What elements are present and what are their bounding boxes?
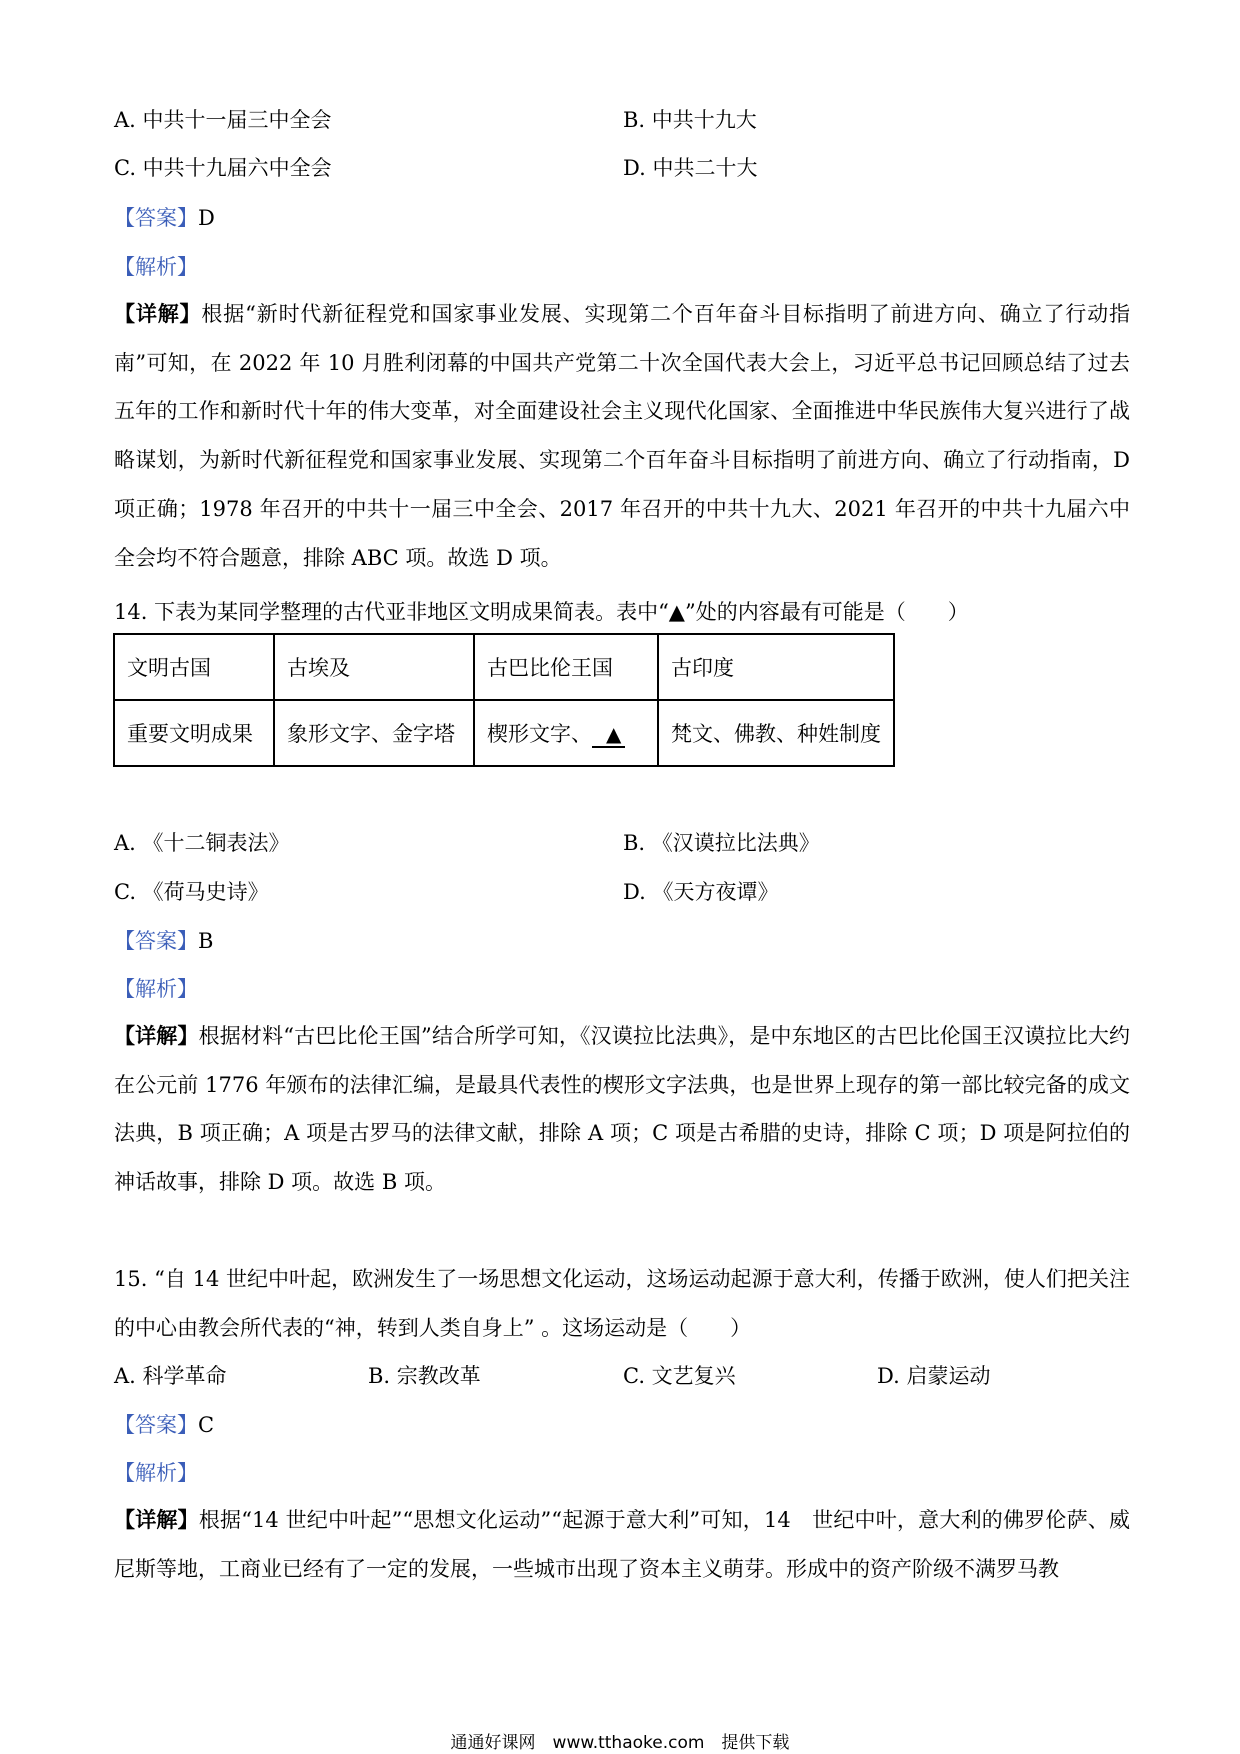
q13-detail (114, 290, 1130, 582)
q13-option-a: A. 中共十一届三中全会 (114, 108, 332, 132)
table-cell: 古巴比伦王国 (474, 634, 658, 700)
answer-tag: 【答案】 (114, 206, 198, 230)
detail-text: 根据材料“古巴比伦王国”结合所学可知，《汉谟拉比法典》，是中东地区的古巴比伦国王汉谟拉比大约在公元前 1776 年颁布的法律汇编，是最具代表性的楔形文字法典，也是世界上现存的第一部比较完备的成文法典，B 项正确；A 项是古罗马的法律文献，排除 A 项；C 项是古希腊的史诗，排除 C 项；D 项是阿拉伯的神话故事，排除 D 项。故选 B 项。 (114, 1024, 1131, 1195)
analysis-tag: 【解析】 (114, 977, 198, 1001)
table-cell: 梵文、佛教、种姓制度 (658, 700, 894, 766)
q13-answer (114, 203, 215, 233)
q15-option-d: D. 启蒙运动 (877, 1364, 991, 1388)
q15-question: 15. “自 14 世纪中叶起，欧洲发生了一场思想文化运动，这场运动起源于意大利，传播于欧洲，使人们把关注的中心由教会所代表的“神，转到人类自身上” 。这场运动是（ ） (114, 1267, 1130, 1340)
answer-value: C (198, 1413, 215, 1437)
table-cell: 象形文字、金字塔 (274, 700, 474, 766)
answer-tag: 【答案】 (114, 929, 198, 953)
table-cell-text: 楔形文字、 (487, 722, 592, 746)
answer-value: D (198, 206, 215, 230)
table-row (114, 700, 894, 766)
q13-option-b: B. 中共十九大 (623, 108, 757, 132)
q13-analysis (114, 252, 198, 282)
analysis-tag: 【解析】 (114, 255, 198, 279)
q14-detail (114, 1012, 1130, 1207)
q15-detail (114, 1496, 1130, 1593)
detail-text: 根据“14 世纪中叶起”“思想文化运动”“起源于意大利”可知，14 世纪中叶，意大利的佛罗伦萨、威尼斯等地，工商业已经有了一定的发展，一些城市出现了资本主义萌芽。形成中的资产阶级不满罗马教 (114, 1508, 1131, 1581)
blank-triangle: ▲ (592, 722, 625, 748)
detail-tag: 【详解】 (114, 1507, 199, 1532)
page-footer: 通通好课网 www.tthaoke.com 提供下载 (450, 1733, 790, 1753)
table-cell (474, 700, 658, 766)
q13-option-d: D. 中共二十大 (623, 156, 758, 180)
table-cell: 古埃及 (274, 634, 474, 700)
detail-tag: 【详解】 (114, 1023, 199, 1048)
answer-tag: 【答案】 (114, 1413, 198, 1437)
civilization-table (113, 633, 895, 767)
table-cell: 文明古国 (114, 634, 274, 700)
table-cell: 古印度 (658, 634, 894, 700)
q15-option-c: C. 文艺复兴 (623, 1364, 736, 1388)
q13-option-c: C. 中共十九届六中全会 (114, 156, 332, 180)
q15-option-b: B. 宗教改革 (368, 1364, 481, 1388)
analysis-tag: 【解析】 (114, 1461, 198, 1485)
q14-option-d: D. 《天方夜谭》 (623, 880, 779, 904)
q15-analysis (114, 1458, 198, 1488)
table-cell: 重要文明成果 (114, 700, 274, 766)
detail-tag: 【详解】 (114, 301, 202, 326)
detail-text: 根据“新时代新征程党和国家事业发展、实现第二个百年奋斗目标指明了前进方向、确立了行动指南”可知，在 2022 年 10 月胜利闭幕的中国共产党第二十次全国代表大会上，习近平总书记回顾总结了过去五年的工作和新时代十年的伟大变革，对全面建设社会主义现代化国家、全面推进中华民族伟大复兴进行了战略谋划，为新时代新征程党和国家事业发展、实现第二个百年奋斗目标指明了前进方向、确立了行动指南，D 项正确；1978 年召开的中共十一届三中全会、2017 年召开的中共十九大、2021 年召开的中共十九届六中全会均不符合题意，排除 ABC 项。故选 D 项。 (114, 302, 1131, 570)
q15-answer (114, 1410, 214, 1440)
q14-answer (114, 926, 213, 956)
table-row (114, 634, 894, 700)
q14-option-a: A. 《十二铜表法》 (114, 831, 290, 855)
q14-analysis (114, 974, 198, 1004)
q15-option-a: A. 科学革命 (114, 1364, 227, 1388)
q14-option-b: B. 《汉谟拉比法典》 (623, 831, 820, 855)
q14-question: 14. 下表为某同学整理的古代亚非地区文明成果简表。表中“▲”处的内容最有可能是（ ） (114, 600, 969, 624)
q14-option-c: C. 《荷马史诗》 (114, 880, 269, 904)
answer-value: B (198, 929, 214, 953)
